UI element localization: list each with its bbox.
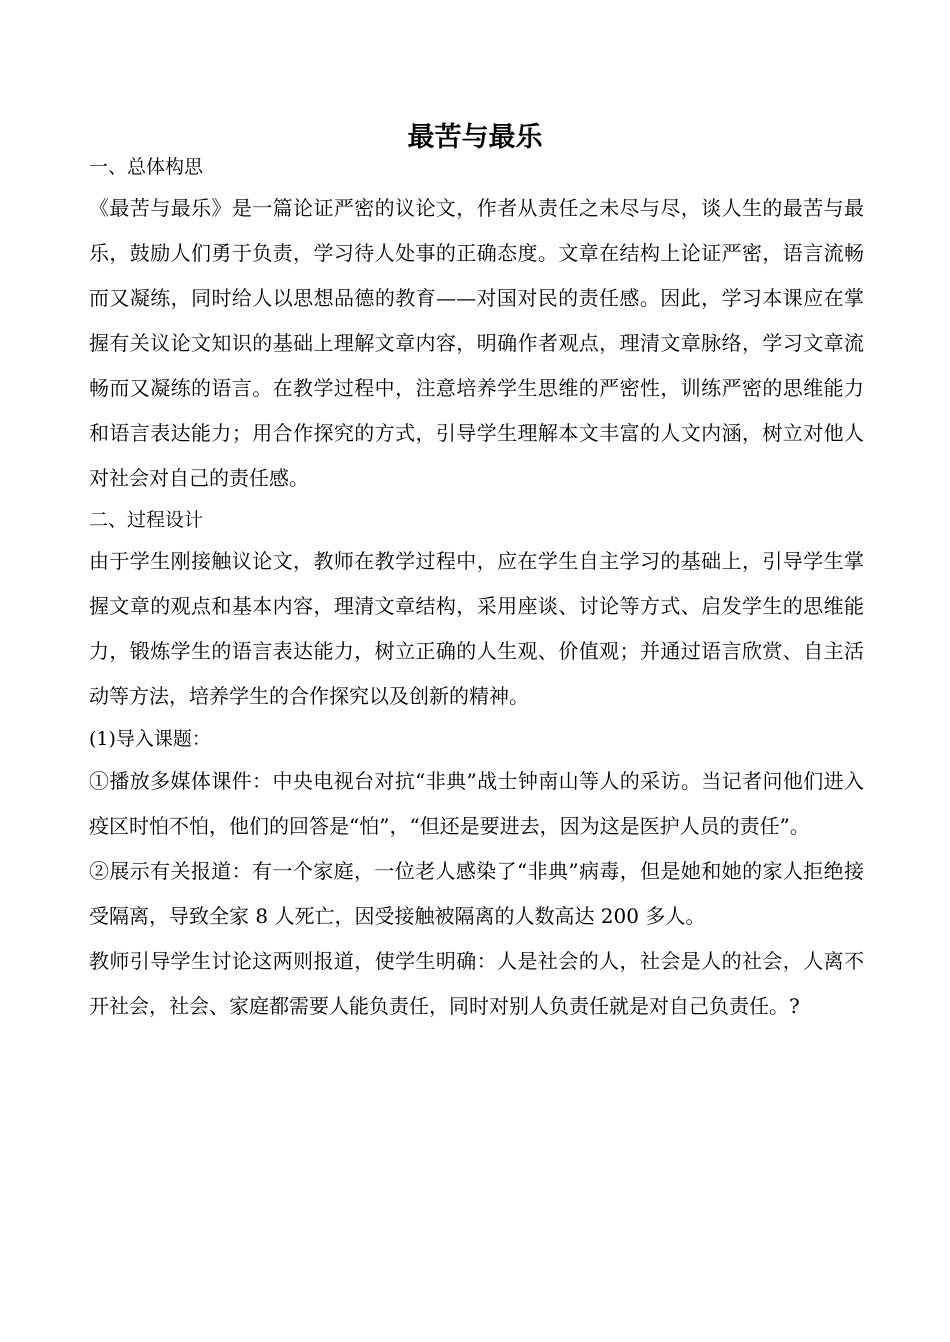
paragraph-process-design: 由于学生刚接触议论文，教师在教学过程中，应在学生自主学习的基础上，引导学生掌握文章的观点和基本内容，理清文章结构，采用座谈、讨论等方式、启发学生的思维能力，锻炼学生的语言表达能力，树立正确的人生观、价值观；并通过语言欣赏、自主活动等方法，培养学生的合作探究以及创新的精神。 [89, 549, 864, 708]
step-heading-introduction: (1)导入课题： [89, 728, 211, 750]
list-item-report: ②展示有关报道：有一个家庭，一位老人感染了“非典”病毒，但是她和她的家人拒绝接受隔离，导致全家 8 人死亡，因受接触被隔离的人数高达 200 多人。 [89, 859, 864, 928]
list-item-multimedia: ①播放多媒体课件：中央电视台对抗“非典”战士钟南山等人的采访。当记者问他们进入疫区时怕不怕，他们的回答是“怕”，“但还是要进去，因为这是医护人员的责任”。 [89, 769, 864, 838]
document-title: 最苦与最乐 [407, 122, 543, 153]
section-heading-overall-idea: 一、总体构思 [89, 156, 204, 178]
document-body [89, 148, 864, 1029]
paragraph-discussion: 教师引导学生讨论这两则报道，使学生明确：人是社会的人，社会是人的社会，人离不开社会，社会、家庭都需要人能负责任，同时对别人负责任就是对自己负责任。? [89, 949, 864, 1018]
section-heading-process-design: 二、过程设计 [89, 509, 204, 531]
paragraph-overall-idea: 《最苦与最乐》是一篇论证严密的议论文，作者从责任之未尽与尽，谈人生的最苦与最乐，鼓励人们勇于负责，学习待人处事的正确态度。文章在结构上论证严密，语言流畅而又凝练，同时给人以思想品德的教育——对国对民的责任感。因此，学习本课应在掌握有关议论文知识的基础上理解文章内容，明确作者观点，理清文章脉络，学习文章流畅而又凝练的语言。在教学过程中，注意培养学生思维的严密性，训练严密的思维能力和语言表达能力；用合作探究的方式，引导学生理解本文丰富的人文内涵，树立对他人对社会对自己的责任感。 [89, 196, 864, 490]
